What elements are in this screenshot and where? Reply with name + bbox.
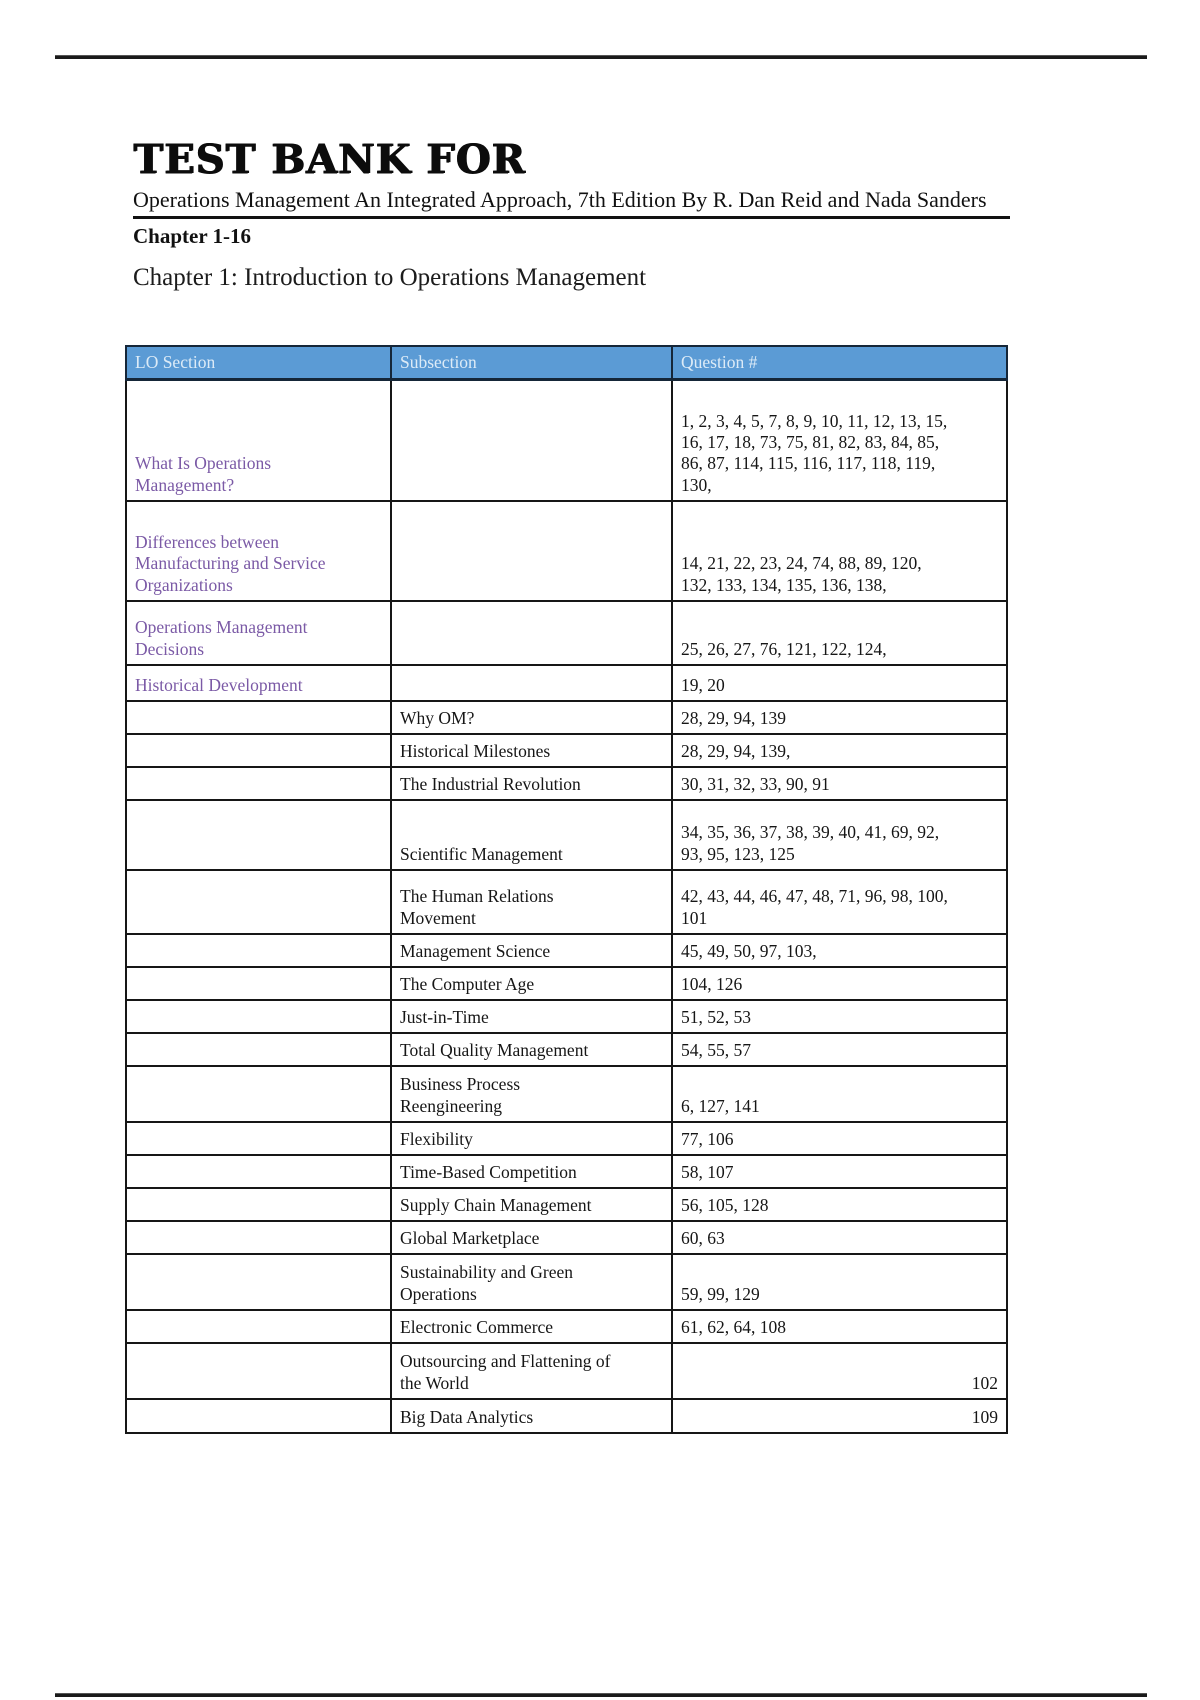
questions-cell: 102 — [672, 1343, 1007, 1399]
subsection-cell: Outsourcing and Flattening of the World — [391, 1343, 672, 1399]
lo-section-cell — [126, 934, 391, 967]
subsection-cell: Business Process Reengineering — [391, 1066, 672, 1122]
subsection-cell — [391, 379, 672, 501]
subsection-cell: Management Science — [391, 934, 672, 967]
questions-cell: 54, 55, 57 — [672, 1033, 1007, 1066]
table-row — [126, 870, 1007, 934]
table-row — [126, 1221, 1007, 1254]
lo-section-cell — [126, 1188, 391, 1221]
lo-section-cell — [126, 1221, 391, 1254]
subsection-cell: Supply Chain Management — [391, 1188, 672, 1221]
table-row — [126, 1310, 1007, 1343]
table-row — [126, 1122, 1007, 1155]
table-row — [126, 1033, 1007, 1066]
subsection-cell: Scientific Management — [391, 800, 672, 870]
subtitle-underline — [133, 216, 1010, 219]
lo-section-cell — [126, 1343, 391, 1399]
table-row — [126, 1066, 1007, 1122]
subsection-cell: Global Marketplace — [391, 1221, 672, 1254]
lo-section-cell — [126, 800, 391, 870]
questions-cell: 14, 21, 22, 23, 24, 74, 88, 89, 120, 132, 133, 134, 135, 136, 138, — [672, 501, 1007, 601]
lo-section-cell — [126, 1310, 391, 1343]
table-row — [126, 1254, 1007, 1310]
subsection-cell: Sustainability and Green Operations — [391, 1254, 672, 1310]
lo-section-cell — [126, 767, 391, 800]
table-row — [126, 379, 1007, 501]
questions-cell: 28, 29, 94, 139 — [672, 701, 1007, 734]
subsection-cell — [391, 665, 672, 701]
header-cell-lo-section: LO Section — [126, 346, 391, 379]
table-row — [126, 665, 1007, 701]
lo-section-cell — [126, 870, 391, 934]
questions-cell: 42, 43, 44, 46, 47, 48, 71, 96, 98, 100, 101 — [672, 870, 1007, 934]
table-row — [126, 1000, 1007, 1033]
table-row — [126, 501, 1007, 601]
questions-cell: 34, 35, 36, 37, 38, 39, 40, 41, 69, 92, 93, 95, 123, 125 — [672, 800, 1007, 870]
table-row — [126, 1188, 1007, 1221]
top-horizontal-rule — [55, 55, 1147, 59]
lo-section-cell — [126, 1155, 391, 1188]
subsection-cell: Electronic Commerce — [391, 1310, 672, 1343]
table-row — [126, 1399, 1007, 1433]
subsection-cell: Just-in-Time — [391, 1000, 672, 1033]
subsection-cell: The Computer Age — [391, 967, 672, 1000]
questions-cell: 1, 2, 3, 4, 5, 7, 8, 9, 10, 11, 12, 13, 15, 16, 17, 18, 73, 75, 81, 82, 83, 84, 85, 86, 87, 114, 115, 116, 117, 118, 119, 130, — [672, 379, 1007, 501]
subsection-cell: Historical Milestones — [391, 734, 672, 767]
questions-cell: 60, 63 — [672, 1221, 1007, 1254]
subsection-cell: Time-Based Competition — [391, 1155, 672, 1188]
lo-section-cell — [126, 967, 391, 1000]
table-row — [126, 934, 1007, 967]
subsection-cell: Total Quality Management — [391, 1033, 672, 1066]
header-cell-subsection: Subsection — [391, 346, 672, 379]
table-row — [126, 1155, 1007, 1188]
lo-table-body — [126, 379, 1007, 1433]
lo-section-cell — [126, 1000, 391, 1033]
book-subtitle: Operations Management An Integrated Approach, 7th Edition By R. Dan Reid and Nada Sanders — [133, 187, 987, 212]
lo-section-table — [125, 345, 1008, 1434]
header-cell-question: Question # — [672, 346, 1007, 379]
lo-section-cell: Operations Management Decisions — [126, 601, 391, 665]
table-row — [126, 967, 1007, 1000]
subsection-cell: The Human Relations Movement — [391, 870, 672, 934]
table-row — [126, 734, 1007, 767]
table-row — [126, 601, 1007, 665]
questions-cell: 19, 20 — [672, 665, 1007, 701]
questions-cell: 109 — [672, 1399, 1007, 1433]
table-row — [126, 701, 1007, 734]
lo-section-cell: Differences between Manufacturing and Service Organizations — [126, 501, 391, 601]
bottom-horizontal-rule — [55, 1693, 1147, 1697]
chapter-range: Chapter 1-16 — [133, 224, 252, 248]
questions-cell: 58, 107 — [672, 1155, 1007, 1188]
questions-cell: 28, 29, 94, 139, — [672, 734, 1007, 767]
table-row — [126, 1343, 1007, 1399]
lo-section-cell — [126, 701, 391, 734]
subsection-cell: Flexibility — [391, 1122, 672, 1155]
table-row — [126, 800, 1007, 870]
questions-cell: 51, 52, 53 — [672, 1000, 1007, 1033]
questions-cell: 30, 31, 32, 33, 90, 91 — [672, 767, 1007, 800]
questions-cell: 45, 49, 50, 97, 103, — [672, 934, 1007, 967]
lo-section-cell — [126, 734, 391, 767]
lo-section-cell: What Is Operations Management? — [126, 379, 391, 501]
chapter-heading: Chapter 1: Introduction to Operations Management — [133, 264, 647, 291]
lo-section-cell — [126, 1399, 391, 1433]
lo-section-cell — [126, 1254, 391, 1310]
questions-cell: 6, 127, 141 — [672, 1066, 1007, 1122]
questions-cell: 77, 106 — [672, 1122, 1007, 1155]
questions-cell: 56, 105, 128 — [672, 1188, 1007, 1221]
lo-section-cell — [126, 1066, 391, 1122]
subsection-cell: Why OM? — [391, 701, 672, 734]
table-header-row — [126, 346, 1007, 379]
subsection-cell — [391, 501, 672, 601]
lo-section-cell: Historical Development — [126, 665, 391, 701]
questions-cell: 104, 126 — [672, 967, 1007, 1000]
lo-section-cell — [126, 1122, 391, 1155]
lo-section-cell — [126, 1033, 391, 1066]
page-title: TEST BANK FOR — [133, 136, 526, 183]
questions-cell: 59, 99, 129 — [672, 1254, 1007, 1310]
questions-cell: 61, 62, 64, 108 — [672, 1310, 1007, 1343]
table-row — [126, 767, 1007, 800]
subsection-cell — [391, 601, 672, 665]
subsection-cell: The Industrial Revolution — [391, 767, 672, 800]
questions-cell: 25, 26, 27, 76, 121, 122, 124, — [672, 601, 1007, 665]
document-header — [133, 136, 1053, 249]
subsection-cell: Big Data Analytics — [391, 1399, 672, 1433]
